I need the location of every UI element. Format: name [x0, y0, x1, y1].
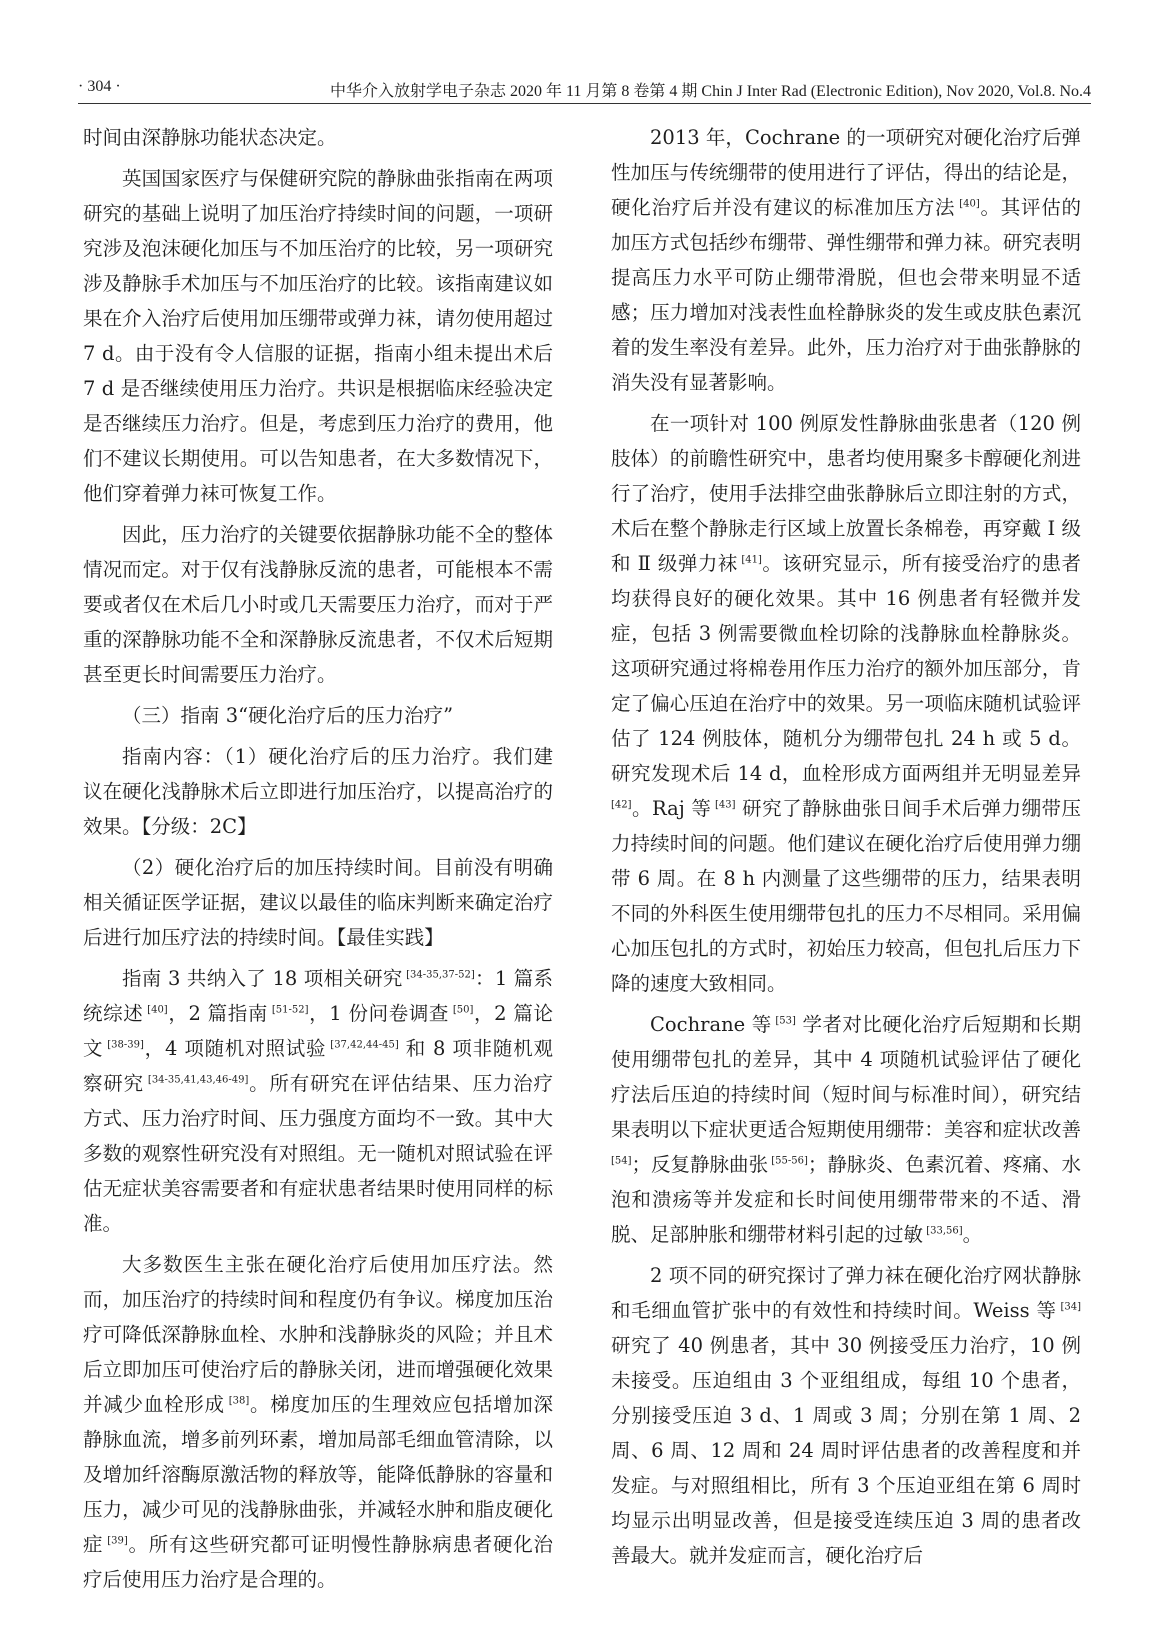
citation-marker: [34-35,37-52] — [402, 969, 475, 981]
header-rule — [78, 103, 1091, 104]
paragraph: Cochrane 等 [53] 学者对比硬化治疗后短期和长期使用绷带包扎的差异，其中 4 项随机试验评估了硬化疗法后压迫的持续时间（短时间与标准时间），研究结果表明以下症状更适合短期使用绷带：美容和症状改善 [54]；反复静脉曲张 [55-56]；静脉炎、色素沉着、疼痛、水泡和溃疡等并发症和长时间使用绷带带来的不适、滑脱、足部肿胀和绷带材料引起的过敏 [33,56]。 — [611, 1013, 1081, 1246]
section-heading: （三）指南 3“硬化治疗后的压力治疗” — [122, 704, 454, 727]
citation-marker: [38] — [224, 1395, 250, 1407]
journal-citation: 中华介入放射学电子杂志 2020 年 11 月第 8 卷第 4 期 Chin J Inter Rad (Electronic Edition), Nov 2020, Vol.8. No.4 — [330, 83, 1091, 100]
citation-marker: [40] — [955, 198, 980, 210]
citation-marker: [34] — [1056, 1301, 1081, 1313]
page-header — [78, 78, 1091, 102]
citation-marker: [42] — [611, 799, 632, 811]
citation-marker: [34-35,41,43,46-49] — [143, 1074, 249, 1086]
citation-marker: [43] — [711, 799, 736, 811]
left-column — [83, 120, 553, 1603]
paragraph: 2013 年，Cochrane 的一项研究对硬化治疗后弹性加压与传统绷带的使用进行了评估，得出的结论是，硬化治疗后并没有建议的标准加压方法 [40]。其评估的加压方式包括纱布绷带、弹性绷带和弹力袜。研究表明提高压力水平可防止绷带滑脱，但也会带来明显不适感；压力增加对浅表性血栓静脉炎的发生或皮肤色素沉着的发生率没有差异。此外，压力治疗对于曲张静脉的消失没有显著影响。 — [611, 126, 1081, 394]
citation-marker: [55-56] — [768, 1155, 808, 1167]
paragraph: 因此，压力治疗的关键要依据静脉功能不全的整体情况而定。对于仅有浅静脉反流的患者，可能根本不需要或者仅在术后几小时或几天需要压力治疗，而对于严重的深静脉功能不全和深静脉反流患者，不仅术后短期甚至更长时间需要压力治疗。 — [83, 523, 553, 686]
citation-marker: [39] — [103, 1535, 128, 1547]
paragraph: 2 项不同的研究探讨了弹力袜在硬化治疗网状静脉和毛细血管扩张中的有效性和持续时间。Weiss 等 [34] 研究了 40 例患者，其中 30 例接受压力治疗，10 例未接受。压迫组由 3 个亚组组成，每组 10 个患者，分别接受压迫 3 d、1 周或 3 周；分别在第 1 周、2 周、6 周、12 周和 24 周时评估患者的改善程度和并发症。与对照组相比，所有 3 个压迫亚组在第 6 周时均显示出明显改善，但是接受连续压迫 3 周的患者改善最大。就并发症而言，硬化治疗后 — [611, 1264, 1081, 1567]
citation-marker: [38-39] — [103, 1039, 144, 1051]
citation-marker: [41] — [737, 554, 762, 566]
citation-marker: [50] — [449, 1004, 474, 1016]
citation-marker: [53] — [771, 1015, 796, 1027]
citation-marker: [51-52] — [268, 1004, 309, 1016]
citation-marker: [37,42,44-45] — [326, 1039, 399, 1051]
right-column — [611, 120, 1081, 1579]
paragraph: 指南 3 共纳入了 18 项相关研究 [34-35,37-52]：1 篇系统综述 [40]，2 篇指南 [51-52]，1 份问卷调查 [50]，2 篇论文 [38-39]，4 项随机对照试验 [37,42,44-45] 和 8 项非随机观察研究 [34-35,41,43,46-49]。所有研究在评估结果、压力治疗方式、压力治疗时间、压力强度方面均不一致。其中大多数的观察性研究没有对照组。无一随机对照试验在评估无症状美容需要者和有症状患者结果时使用同样的标准。 — [83, 967, 553, 1235]
paragraph: 指南内容：（1）硬化治疗后的压力治疗。我们建议在硬化浅静脉术后立即进行加压治疗，以提高治疗的效果。【分级：2C】 — [83, 745, 553, 838]
paragraph: 大多数医生主张在硬化治疗后使用加压疗法。然而，加压治疗的持续时间和程度仍有争议。梯度加压治疗可降低深静脉血栓、水肿和浅静脉炎的风险；并且术后立即加压可使治疗后的静脉关闭，进而增强硬化效果并减少血栓形成 [38]。梯度加压的生理效应包括增加深静脉血流，增多前列环素，增加局部毛细血管清除，以及增加纤溶酶原激活物的释放等，能降低静脉的容量和压力，减少可见的浅静脉曲张，并减轻水肿和脂皮硬化症 [39]。所有这些研究都可证明慢性静脉病患者硬化治疗后使用压力治疗是合理的。 — [83, 1253, 553, 1591]
paragraph: 时间由深静脉功能状态决定。 — [83, 126, 337, 149]
paragraph: （2）硬化治疗后的加压持续时间。目前没有明确相关循证医学证据，建议以最佳的临床判断来确定治疗后进行加压疗法的持续时间。【最佳实践】 — [83, 856, 553, 949]
citation-marker: [40] — [143, 1004, 168, 1016]
citation-marker: [33,56] — [923, 1225, 963, 1237]
paragraph: 在一项针对 100 例原发性静脉曲张患者（120 例肢体）的前瞻性研究中，患者均使用聚多卡醇硬化剂进行了治疗，使用手法排空曲张静脉后立即注射的方式，术后在整个静脉走行区域上放置长条棉卷，再穿戴 Ⅰ 级和 Ⅱ 级弹力袜 [41]。该研究显示，所有接受治疗的患者均获得良好的硬化效果。其中 16 例患者有轻微并发症，包括 3 例需要微血栓切除的浅静脉血栓静脉炎。这项研究通过将棉卷用作压力治疗的额外加压部分，肯定了偏心压迫在治疗中的效果。另一项临床随机试验评估了 124 例肢体，随机分为绷带包扎 24 h 或 5 d。研究发现术后 14 d，血栓形成方面两组并无明显差异 [42]。Raj 等 [43] 研究了静脉曲张日间手术后弹力绷带压力持续时间的问题。他们建议在硬化治疗后使用弹力绷带 6 周。在 8 h 内测量了这些绷带的压力，结果表明不同的外科医生使用绷带包扎的压力不尽相同。采用偏心加压包扎的方式时，初始压力较高，但包扎后压力下降的速度大致相同。 — [611, 412, 1081, 995]
citation-marker: [54] — [611, 1155, 632, 1167]
page-number: · 304 · — [78, 78, 121, 95]
paragraph: 英国国家医疗与保健研究院的静脉曲张指南在两项研究的基础上说明了加压治疗持续时间的问题，一项研究涉及泡沫硬化加压与不加压治疗的比较，另一项研究涉及静脉手术加压与不加压治疗的比较。该指南建议如果在介入治疗后使用加压绷带或弹力袜，请勿使用超过 7 d。由于没有令人信服的证据，指南小组未提出术后 7 d 是否继续使用压力治疗。共识是根据临床经验决定是否继续压力治疗。但是，考虑到压力治疗的费用，他们不建议长期使用。可以告知患者，在大多数情况下，他们穿着弹力袜可恢复工作。 — [83, 167, 553, 505]
